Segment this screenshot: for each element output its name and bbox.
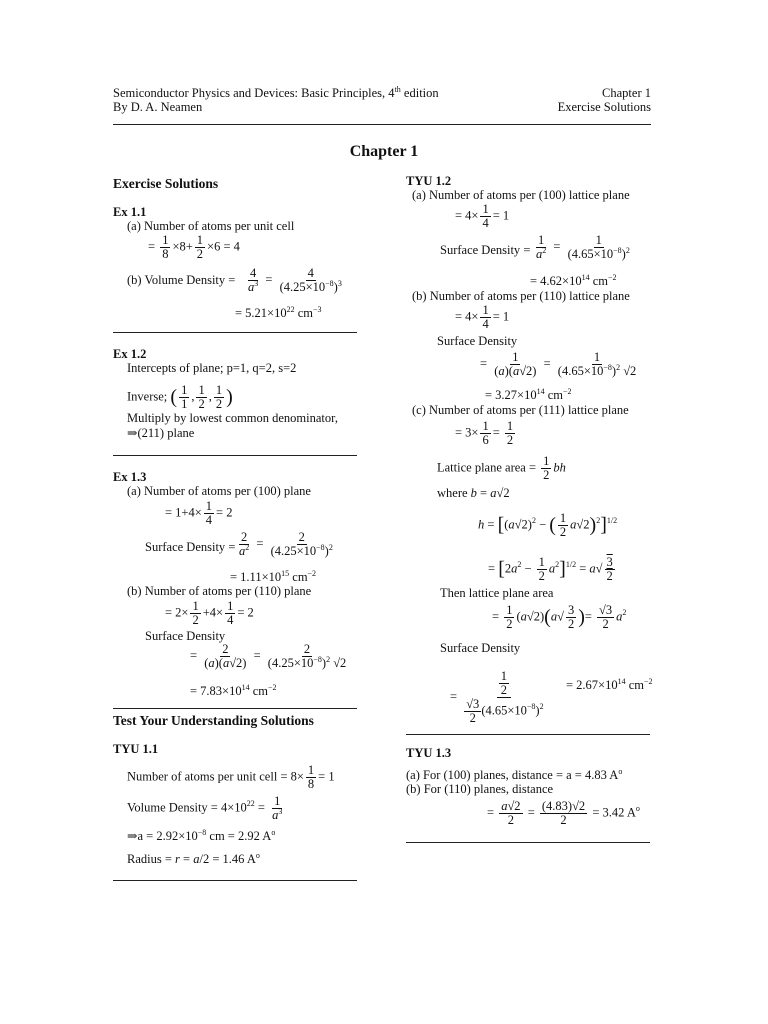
tyu11-a: ⇒a = $2.92\times 10^{-8}$ cm = 2.92 $A^o$ (127, 827, 276, 843)
tyu12-sd-c-eq: = $\frac{1}{2}$ $\frac{√3}{2}$ $(4.65\times 10^{-8})^2$ (450, 669, 544, 725)
ex12-line1: Intercepts of plane; p=1, q=2, s=2 (127, 361, 297, 375)
tyu12-sd-b-label: Surface Density (437, 334, 518, 348)
section-heading-tyu: Test Your Understanding Solutions (113, 713, 314, 728)
ex13-b: (b) Number of atoms per (110) plane (127, 584, 312, 598)
ex13-sd2-eq: = $\frac{2}{(a)(a√2)}$ = $\frac{2}{(4.25\times 10^{-8})^2 √2}$ (190, 642, 347, 670)
tyu11-title: TYU 1.1 (113, 742, 159, 756)
ex12-line3: Multiply by lowest common denominator, (127, 411, 338, 425)
tyu12-c-atoms: = 3× $\frac{1}{6}$ = $\frac{1}{2}$ (455, 419, 514, 447)
ex11-b-label: (b) Volume Density = (127, 273, 236, 287)
ex12-inverse: Inverse; ( $\frac{1}{1}$ , $\frac{1}{2}$ , $\frac{1}{2}$ ) (127, 383, 233, 411)
section-heading-exercise: Exercise Solutions (113, 176, 219, 191)
tyu12-h-eq2: = [$2a^2$ − $\frac{1}{2}$ $a^2]^{1/2} = a√$ $\frac{3}{2}$ (488, 555, 613, 583)
ex13-a: (a) Number of atoms per (100) plane (127, 484, 311, 498)
tyu12-then-area: Then lattice plane area (440, 586, 554, 600)
tyu12-sd-a-eq: $\frac{1}{a^2}$ = $\frac{1}{(4.65\times 10^{-8})^2}$ (536, 233, 630, 261)
ex11-title: Ex 1.1 (113, 205, 147, 219)
tyu13-title: TYU 1.3 (406, 746, 452, 760)
ex11-result: = $5.21\times 10^{22}$ $cm^{-3}$ (235, 304, 322, 320)
tyu12-b-atoms: = 4× $\frac{1}{4}$ = 1 (455, 303, 510, 331)
tyu12-title: TYU 1.2 (406, 174, 452, 188)
ex13-res2: = $7.83\times 10^{14}$ $cm^{-2}$ (190, 682, 277, 698)
tyu12-res-c: = $2.67\times 10^{14}$ $cm^{-2}$ (566, 676, 653, 692)
header-author: By D. A. Neamen (113, 100, 203, 114)
tyu12-h-eq: $h = [(a√2)^2$ − ( $\frac{1}{2}$ a√2)$^2$]$^{1/2}$ (478, 511, 618, 539)
rule-tyu11 (113, 880, 357, 881)
ex13-sd1-label: Surface Density = (145, 540, 236, 554)
tyu12-b: (b) Number of atoms per (110) lattice plane (412, 289, 630, 303)
tyu13-b: (b) For (110) planes, distance (406, 782, 554, 796)
rule-ex11 (113, 332, 357, 333)
ex12-line4: ⇒(211) plane (127, 426, 195, 440)
ex11-volume-eq: $\frac{4}{a^3}$ = $\frac{4}{(4.25\times 10^{-8})^3}$ (248, 266, 342, 294)
page-title: Chapter 1 (349, 143, 419, 160)
tyu11-atoms: Number of atoms per unit cell = 8× $\frac{1}{8}$ = 1 (127, 763, 335, 791)
tyu12-a: (a) Number of atoms per (100) lattice plane (412, 188, 630, 202)
tyu11-radius: Radius = r = a/2 = 1.46 $A^o$ (127, 850, 260, 866)
tyu12-a-atoms: = 4× $\frac{1}{4}$ = 1 (455, 202, 510, 230)
rule-ex12 (113, 455, 357, 456)
ex13-a-atoms: = 1+4× $\frac{1}{4}$ = 2 (165, 499, 233, 527)
tyu11-volume: Volume Density = $4\times 10^{22}$ = $\frac{1}{a^3}$ (127, 794, 283, 822)
tyu12-res-a: = $4.62\times 10^{14}$ $cm^{-2}$ (530, 272, 617, 288)
rule-tyu12 (406, 734, 650, 735)
tyu12-sd-a-label: Surface Density = (440, 243, 531, 257)
ex11-a: (a) Number of atoms per unit cell (127, 219, 295, 233)
ex13-title: Ex 1.3 (113, 470, 147, 484)
ex11-atoms-eq: = $\frac{1}{8}$ ×8+ $\frac{1}{2}$ ×6 = 4 (148, 233, 240, 261)
header-section: Exercise Solutions (557, 100, 651, 114)
tyu13-b-eq: = $\frac{a√2}{2}$ = $\frac{(4.83)√2}{2}$ = 3.42 $A^o$ (487, 799, 640, 827)
tyu12-c: (c) Number of atoms per (111) lattice plane (412, 403, 629, 417)
ex13-b-atoms: = 2× $\frac{1}{2}$ +4× $\frac{1}{4}$ = 2 (165, 599, 254, 627)
tyu12-area-eq: = $\frac{1}{2}$ (a√2)(a√ $\frac{3}{2}$ )= $\frac{√3}{2}$ $a^2$ (492, 603, 627, 631)
tyu12-res-b: = $3.27\times 10^{14}$ $cm^{-2}$ (485, 386, 572, 402)
ex13-sd1-eq: $\frac{2}{a^2}$ = $\frac{2}{(4.25\times 10^{-8})^2}$ (239, 530, 333, 558)
ex12-title: Ex 1.2 (113, 347, 147, 361)
header-rule (113, 124, 651, 125)
ex13-sd2-label: Surface Density (145, 629, 226, 643)
rule-tyu13 (406, 842, 650, 843)
tyu12-lattice-area: Lattice plane area = $\frac{1}{2}$ bh (437, 454, 566, 482)
rule-ex13 (113, 708, 357, 709)
tyu13-a: (a) For (100) planes, distance = a = 4.83 $A^o$ (406, 766, 623, 782)
header-chapter: Chapter 1 (602, 86, 651, 100)
ex13-res1: = $1.11\times 10^{15}$ $cm^{-2}$ (230, 568, 317, 584)
tyu12-sd-c-label: Surface Density (440, 641, 521, 655)
tyu12-sd-b-eq: = $\frac{1}{(a)(a√2)}$ = $\frac{1}{(4.65\times 10^{-8})^2 √2}$ (480, 350, 637, 378)
header-book-title: Semiconductor Physics and Devices: Basic Principles, 4th edition (113, 84, 439, 100)
tyu12-where: where b = a√2 (437, 486, 510, 500)
